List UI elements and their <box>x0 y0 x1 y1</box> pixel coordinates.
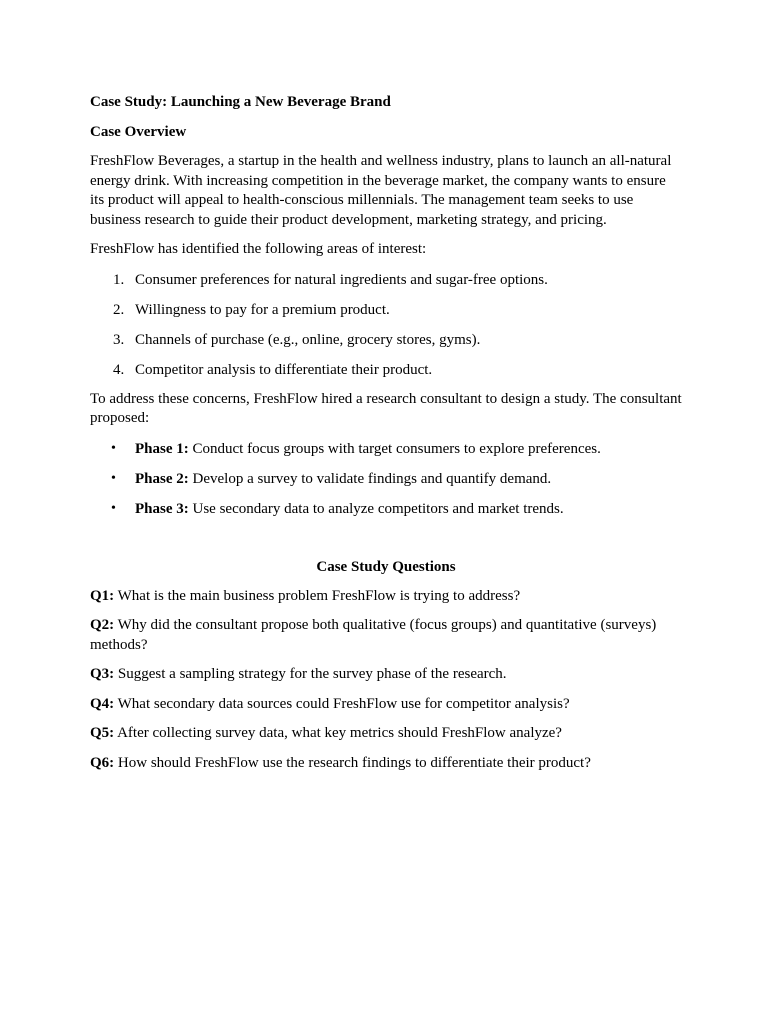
question-label: Q5: <box>90 725 115 741</box>
list-item <box>90 330 682 350</box>
question <box>90 724 682 744</box>
question-text: Why did the consultant propose both qualitative (focus groups) and quantitative (surveys) methods? <box>90 617 657 653</box>
phases-list <box>90 439 682 519</box>
list-item <box>90 270 682 290</box>
list-item <box>90 499 682 519</box>
list-number: 3. <box>113 331 125 348</box>
bullet-icon: • <box>111 470 116 486</box>
phase-text: Conduct focus groups with target consumers to explore preferences. <box>188 440 601 457</box>
question <box>90 616 682 655</box>
question-text: How should FreshFlow use the research findings to differentiate their product? <box>114 754 591 771</box>
phase-text: Use secondary data to analyze competitors and market trends. <box>188 500 564 517</box>
question-text: After collecting survey data, what key metrics should FreshFlow analyze? <box>114 725 562 741</box>
phase-label: Phase 3: <box>135 500 189 517</box>
interests-list <box>90 270 682 380</box>
list-item-text: Channels of purchase (e.g., online, grocery stores, gyms). <box>135 331 481 348</box>
list-item <box>90 360 682 380</box>
overview-paragraph: FreshFlow Beverages, a startup in the health and wellness industry, plans to launch an all-natural energy drink. With increasing competition in the beverage market, the company wants to ensure its product will appeal to health-conscious millennials. The management team seeks to use business research to guide their product development, marketing strategy, and pricing. <box>90 153 672 228</box>
bullet-icon: • <box>111 440 116 456</box>
list-item <box>90 300 682 320</box>
question-label: Q6: <box>90 754 115 771</box>
list-item-text: Competitor analysis to differentiate their product. <box>135 361 433 378</box>
question-label: Q4: <box>90 695 115 712</box>
question-label: Q2: <box>90 617 115 633</box>
question-label: Q3: <box>90 666 115 682</box>
question-text: Suggest a sampling strategy for the survey phase of the research. <box>114 666 507 682</box>
list-item-text: Consumer preferences for natural ingredients and sugar-free options. <box>135 271 548 288</box>
bullet-icon: • <box>111 500 116 516</box>
questions-heading: Case Study Questions <box>316 558 456 575</box>
interest-intro: FreshFlow has identified the following areas of interest: <box>90 241 427 257</box>
phase-label: Phase 1: <box>135 440 189 457</box>
list-number: 4. <box>113 361 125 378</box>
list-number: 2. <box>113 301 125 318</box>
question-text: What is the main business problem FreshFlow is trying to address? <box>114 587 521 604</box>
question <box>90 587 682 607</box>
list-item <box>90 439 682 459</box>
phase-label: Phase 2: <box>135 470 189 487</box>
overview-heading: Case Overview <box>90 124 187 140</box>
list-item <box>90 469 682 489</box>
question <box>90 695 682 715</box>
list-item-text: Willingness to pay for a premium product. <box>135 301 390 318</box>
list-number: 1. <box>113 271 125 288</box>
phase-text: Develop a survey to validate findings and quantify demand. <box>188 470 552 487</box>
question-text: What secondary data sources could FreshFlow use for competitor analysis? <box>114 695 570 712</box>
question <box>90 754 682 774</box>
question-label: Q1: <box>90 587 115 604</box>
consultant-paragraph: To address these concerns, FreshFlow hired a research consultant to design a study. The consultant proposed: <box>90 390 682 426</box>
document-page <box>90 92 682 783</box>
section-spacer <box>90 529 682 557</box>
question <box>90 665 682 685</box>
document-title: Case Study: Launching a New Beverage Brand <box>90 94 391 110</box>
